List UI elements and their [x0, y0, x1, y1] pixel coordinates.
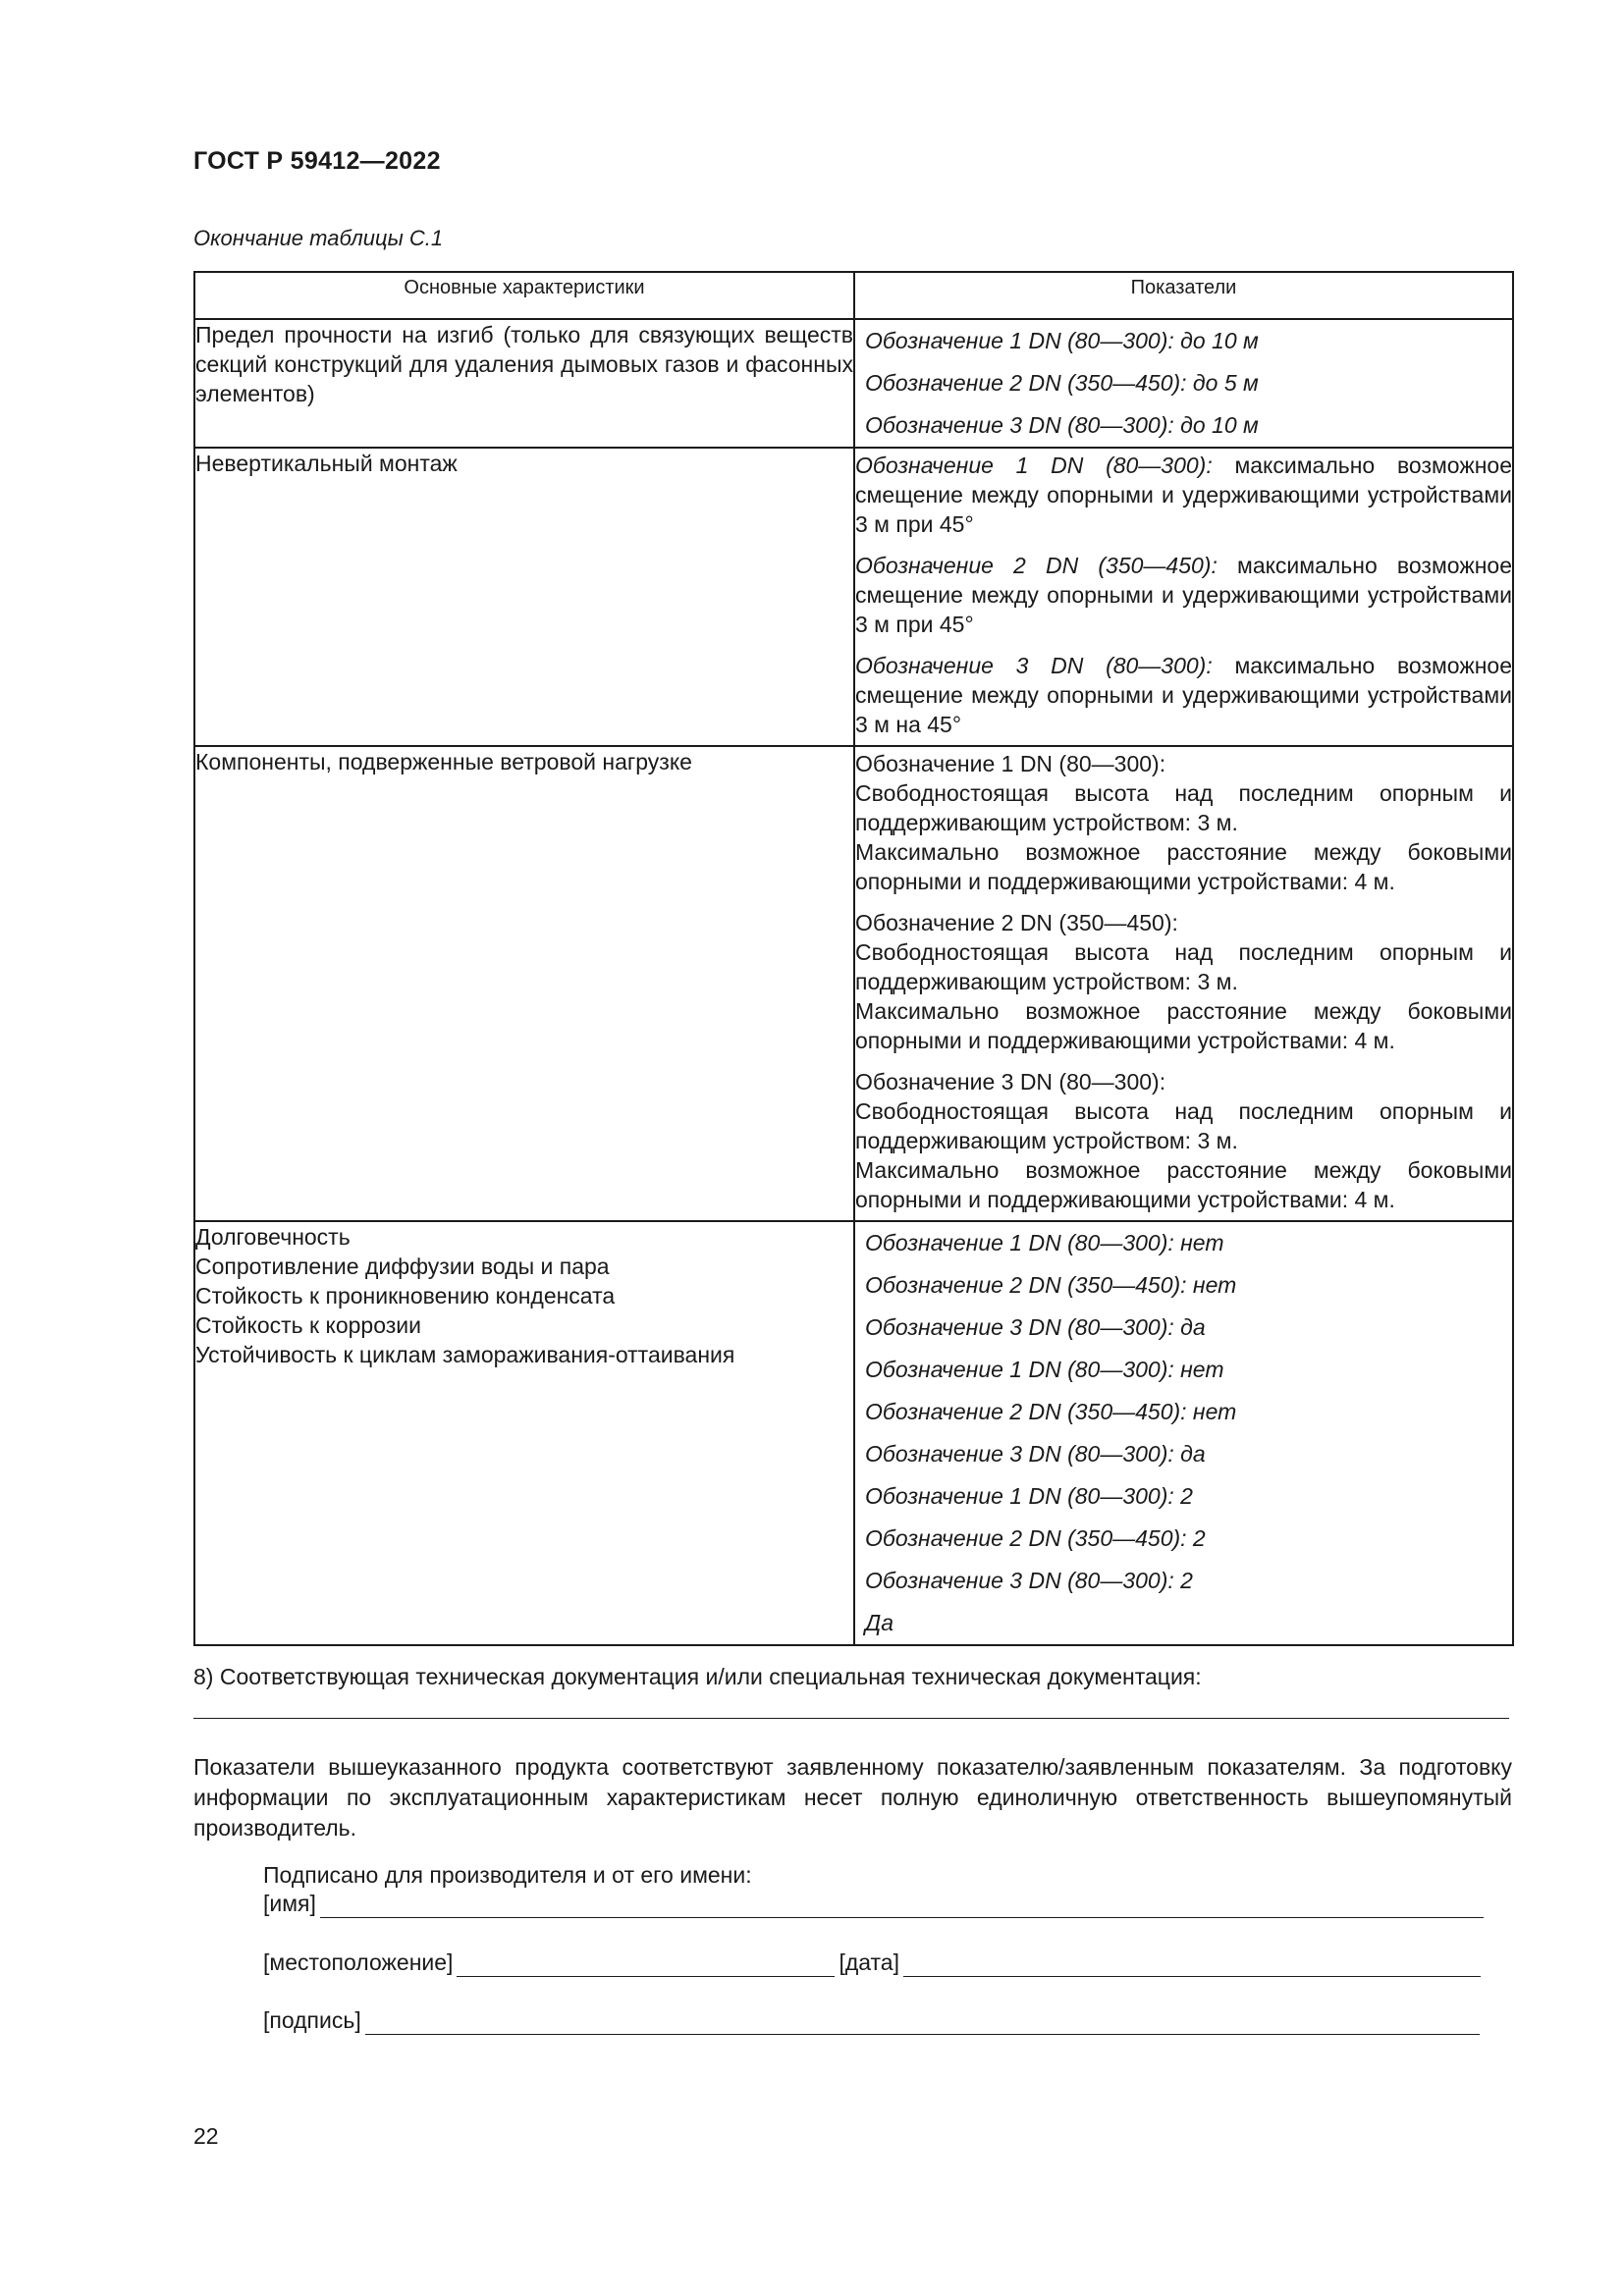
- designation-prefix: Обозначение 1 DN (80—300):: [855, 453, 1213, 478]
- location-field-label: [местоположение]: [263, 1949, 454, 1975]
- characteristic-cell: [194, 1221, 854, 1645]
- indicator-value: Обозначение 3 DN (80—300): да: [865, 1314, 1206, 1340]
- name-field-row: [263, 1889, 1488, 1918]
- table-row: [194, 448, 1513, 746]
- designation-title: Обозначение 3 DN (80—300):: [855, 1069, 1166, 1095]
- column-header-indicators: Показатели: [854, 272, 1513, 319]
- designation-text: максимально возможное смещение между опорными и удерживающими устройствами 3 м при 45°: [855, 453, 1512, 537]
- characteristic-cell: [194, 319, 854, 448]
- indicator-value: [855, 449, 1512, 545]
- indicator-value: Обозначение 1 DN (80—300): нет: [865, 1230, 1224, 1255]
- table-row: [194, 1221, 1513, 1645]
- signature-field-row: [263, 2005, 1484, 2035]
- indicator-value: Обозначение 2 DN (350—450): нет: [865, 1399, 1237, 1424]
- indicator-value: Обозначение 3 DN (80—300): до 10 м: [865, 412, 1259, 438]
- characteristic-label: Стойкость к проникновению конденсата: [195, 1283, 616, 1308]
- indicator-cell: [854, 1221, 1513, 1645]
- designation-title: Обозначение 1 DN (80—300):: [855, 751, 1166, 776]
- documentation-blank-line: [193, 1718, 1509, 1719]
- indicator-value: [855, 545, 1512, 645]
- characteristic-label: Предел прочности на изгиб (только для связующих веществ секций конструкций для удаления дымовых газов и фасонных элементов): [195, 322, 853, 406]
- date-blank-line: [903, 1954, 1481, 1977]
- date-field-label: [дата]: [839, 1949, 899, 1975]
- indicator-value: Обозначение 3 DN (80—300): да: [865, 1441, 1206, 1467]
- designation-text: максимально возможное смещение между опорными и удерживающими устройствами 3 м при 45°: [855, 553, 1512, 637]
- location-date-field-row: [263, 1948, 1485, 1977]
- indicator-value: [855, 902, 1512, 1061]
- designation-line: Свободностоящая высота над последним опорным и поддерживающим устройством: 3 м.: [855, 780, 1512, 835]
- designation-prefix: Обозначение 3 DN (80—300):: [855, 653, 1213, 678]
- characteristic-label: Невертикальный монтаж: [195, 451, 458, 476]
- indicator-value: [855, 1061, 1512, 1220]
- table-row: [194, 319, 1513, 448]
- indicator-value: Обозначение 1 DN (80—300): до 10 м: [865, 328, 1259, 353]
- indicator-value: Обозначение 2 DN (350—450): 2: [865, 1525, 1206, 1551]
- designation-line: Максимально возможное расстояние между боковыми опорными и поддерживающими устройствами: 4 м.: [855, 839, 1512, 894]
- designation-line: Максимально возможное расстояние между боковыми опорными и поддерживающими устройствами: 4 м.: [855, 1157, 1512, 1212]
- signature-field-label: [подпись]: [263, 2007, 361, 2033]
- table-row: [194, 746, 1513, 1221]
- characteristic-cell: [194, 746, 854, 1221]
- indicator-value: Обозначение 1 DN (80—300): нет: [865, 1357, 1224, 1382]
- indicator-cell: [854, 448, 1513, 746]
- indicator-value: Обозначение 3 DN (80—300): 2: [865, 1568, 1193, 1593]
- indicator-value: Обозначение 1 DN (80—300): 2: [865, 1483, 1193, 1509]
- name-field-label: [имя]: [263, 1891, 316, 1916]
- characteristic-label: Долговечность: [195, 1224, 351, 1250]
- indicator-value: [855, 747, 1512, 902]
- declaration-paragraph: Показатели вышеуказанного продукта соответствуют заявленному показателю/заявленным показателям. За подготовку информации по эксплуатационным характеристикам несет полную единоличную ответственность вышеупомянутый производитель.: [193, 1754, 1512, 1841]
- indicator-cell: [854, 746, 1513, 1221]
- designation-line: Максимально возможное расстояние между боковыми опорными и поддерживающими устройствами: 4 м.: [855, 998, 1512, 1053]
- indicator-value: [855, 645, 1512, 745]
- document-header: ГОСТ Р 59412—2022: [193, 147, 441, 175]
- designation-line: Свободностоящая высота над последним опорным и поддерживающим устройством: 3 м.: [855, 1098, 1512, 1153]
- characteristic-label: Компоненты, подверженные ветровой нагрузке: [195, 749, 692, 774]
- name-blank-line: [320, 1896, 1484, 1918]
- table-caption: Окончание таблицы С.1: [193, 226, 444, 250]
- indicator-value: Обозначение 2 DN (350—450): нет: [865, 1272, 1237, 1298]
- characteristic-label: Устойчивость к циклам замораживания-оттаивания: [195, 1342, 735, 1367]
- page-number: 22: [193, 2123, 219, 2149]
- designation-line: Свободностоящая высота над последним опорным и поддерживающим устройством: 3 м.: [855, 939, 1512, 994]
- designation-text: максимально возможное смещение между опорными и удерживающими устройствами 3 м на 45°: [855, 653, 1512, 737]
- documentation-note: 8) Соответствующая техническая документация и/или специальная техническая документация:: [193, 1664, 1202, 1689]
- characteristic-label: Стойкость к коррозии: [195, 1312, 421, 1338]
- table-header-row: [194, 272, 1513, 319]
- signed-on-behalf-text: Подписано для производителя и от его имени:: [263, 1862, 752, 1888]
- indicator-cell: [854, 319, 1513, 448]
- indicator-value: Да: [865, 1610, 893, 1635]
- indicator-value: Обозначение 2 DN (350—450): до 5 м: [865, 370, 1259, 396]
- location-blank-line: [457, 1954, 835, 1977]
- characteristic-cell: [194, 448, 854, 746]
- designation-prefix: Обозначение 2 DN (350—450):: [855, 553, 1218, 578]
- designation-title: Обозначение 2 DN (350—450):: [855, 910, 1178, 935]
- signature-blank-line: [365, 2012, 1480, 2035]
- characteristic-label: Сопротивление диффузии воды и пара: [195, 1254, 610, 1279]
- column-header-characteristics: Основные характеристики: [194, 272, 854, 319]
- characteristics-table: [193, 271, 1514, 1646]
